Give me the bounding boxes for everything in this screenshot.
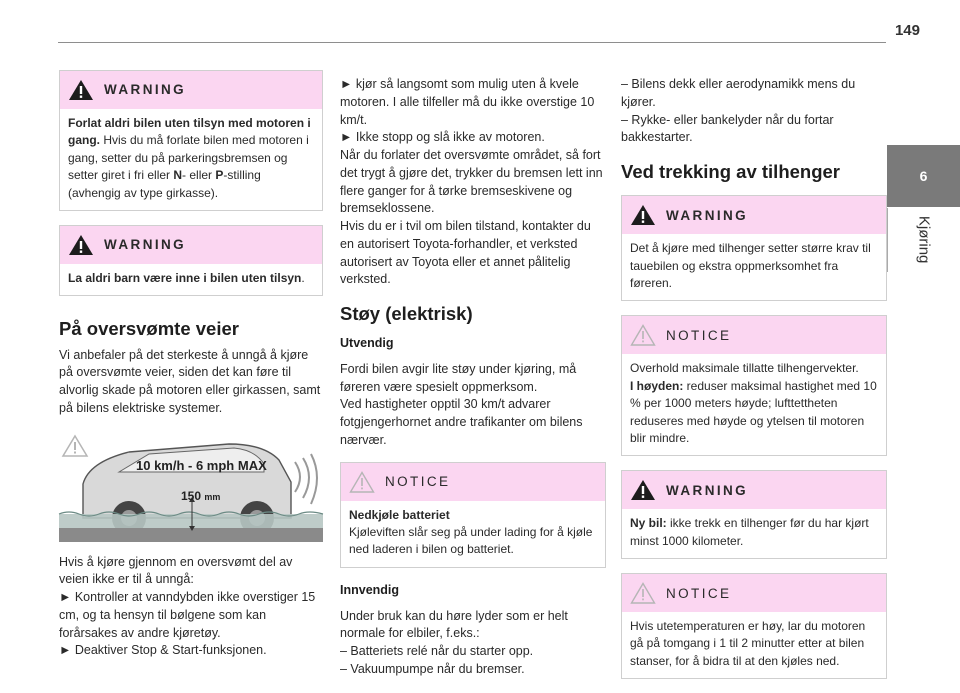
warning-text: -stilling (avhengig av type girkasse). xyxy=(68,168,261,200)
warning-icon xyxy=(68,79,94,101)
body-text: Fordi bilen avgir lite støy under kjøring, må føreren være spesielt oppmerksom. xyxy=(340,361,577,394)
warning-box xyxy=(59,225,323,296)
warning-box xyxy=(59,70,323,211)
subheading: Innvendig xyxy=(340,582,400,597)
notice-bold-text: I høyden: xyxy=(630,378,684,393)
section-heading: Støy (elektrisk) xyxy=(340,303,473,324)
warning-body xyxy=(622,509,886,558)
warning-body xyxy=(60,264,322,295)
list-item: – Rykke- eller bankelyder når du fortar bakkestarter. xyxy=(621,112,834,145)
warning-title: WARNING xyxy=(666,482,749,498)
body-text: Ved hastigheter opptil 30 km/t advarer fotgjengerhornet andre trafikanter om bilens nærvær. xyxy=(340,397,583,447)
list-item: – Vakuumpumpe når du bremser. xyxy=(340,661,525,676)
warning-body xyxy=(60,109,322,210)
notice-box xyxy=(340,462,606,568)
notice-text: reduser maksimal hastighet med 10 % per 1000 meters høyde; lufttettheten reduseres med høyde og ytelsen til motoren blir mindre. xyxy=(630,378,877,445)
warning-header xyxy=(622,471,886,509)
flooded-road-illustration xyxy=(59,432,323,542)
body-text: Vi anbefaler på det sterkeste å unngå å kjøre på oversvømte veier, siden det kan føre til alvorlig skade på motoren eller girkassen, samt på bilens elektriske systemer. xyxy=(59,347,321,415)
notice-icon xyxy=(349,471,375,493)
notice-header xyxy=(622,316,886,354)
bullet-item: ► Kontroller at vanndybden ikke overstiger 15 cm, og ta hensyn til bølgene som kan forårsakes av andre kjøretøy. xyxy=(59,590,316,640)
column-3 xyxy=(621,76,887,693)
chapter-label xyxy=(887,208,960,272)
column-2 xyxy=(340,76,606,679)
notice-box xyxy=(621,315,887,456)
notice-title: NOTICE xyxy=(385,474,451,490)
notice-box xyxy=(621,573,887,679)
depth-unit: mm xyxy=(204,491,221,502)
gear-p: P xyxy=(215,168,224,183)
warning-text: Hvis du må forlate bilen med motoren i gang, setter du på parkeringsbremsen og setter giret i fri eller xyxy=(68,133,309,183)
notice-text: Kjøleviften slår seg på under lading for å kjøle ned laderen i bilen og batteriet. xyxy=(349,525,593,557)
depth-value: 150 xyxy=(181,488,202,503)
bullet-item: ► kjør så langsomt som mulig uten å kvele motoren. I alle tilfeller må du ikke overstige 10 km/t. xyxy=(340,77,595,127)
warning-title: WARNING xyxy=(666,207,749,223)
warning-text: - eller xyxy=(182,168,216,183)
bullet-item: ► Deaktiver Stop & Start-funksjonen. xyxy=(59,643,267,658)
notice-header xyxy=(622,574,886,612)
gear-n: N xyxy=(173,168,183,183)
notice-bold-text: Nedkjøle batteriet xyxy=(349,507,450,522)
notice-text: Hvis utetemperaturen er høy, lar du motoren gå på tomgang i 1 til 2 minutter etter at bilen stanser, for å bidra til at den kjøles ned. xyxy=(630,619,866,668)
notice-body xyxy=(622,354,886,455)
warning-icon xyxy=(630,204,656,226)
notice-icon xyxy=(630,582,656,604)
body-text: Under bruk kan du høre lyder som er helt normale for elbiler, f.eks.: xyxy=(340,608,568,641)
notice-title: NOTICE xyxy=(666,585,732,601)
warning-body xyxy=(622,234,886,300)
body-text: Hvis å kjøre gjennom en oversvømt del av veien ikke er til å unngå: xyxy=(59,554,293,587)
notice-text: Overhold maksimale tillatte tilhengervekter. xyxy=(630,361,859,376)
warning-icon xyxy=(630,479,656,501)
body-text: Hvis du er i tvil om bilen tilstand, kontakter du en autorisert Toyota-forhandler, et verksted autorisert av Toyota eller et annet pålitelig verksted. xyxy=(340,219,591,287)
speed-limit-label: 10 km/h - 6 mph MAX xyxy=(136,457,267,473)
subheading: Utvendig xyxy=(340,336,394,351)
warning-bold-text: Forlat aldri bilen uten tilsyn med motoren i gang. xyxy=(68,116,311,148)
warning-title: WARNING xyxy=(104,237,187,253)
notice-title: NOTICE xyxy=(666,327,732,343)
warning-text: Det å kjøre med tilhenger setter større krav til tauebilen og ekstra oppmerksomhet fra føreren. xyxy=(630,241,871,290)
car-in-water-icon xyxy=(59,432,323,542)
section-heading: På oversvømte veier xyxy=(59,318,239,340)
chapter-label-text: Kjøring xyxy=(915,216,933,264)
warning-text: ikke trekk en tilhenger før du har kjørt minst 1000 kilometer. xyxy=(630,516,869,548)
warning-header xyxy=(622,196,886,234)
bullet-item: ► Ikke stopp og slå ikke av motoren. xyxy=(340,130,545,145)
warning-box xyxy=(621,470,887,559)
notice-header xyxy=(341,463,605,501)
section-heading: Ved trekking av tilhenger xyxy=(621,161,840,182)
warning-bold-text: Ny bil: xyxy=(630,516,667,531)
warning-icon xyxy=(68,234,94,256)
warning-header xyxy=(60,71,322,109)
warning-box xyxy=(621,195,887,301)
depth-label xyxy=(181,488,220,505)
chapter-tab[interactable]: 6 xyxy=(887,145,960,207)
warning-text: . xyxy=(301,270,305,285)
warning-title: WARNING xyxy=(104,82,187,98)
notice-body xyxy=(341,501,605,567)
warning-header xyxy=(60,226,322,264)
notice-body xyxy=(622,612,886,678)
page-number: 149 xyxy=(894,22,920,39)
column-1 xyxy=(59,70,323,660)
list-item: – Bilens dekk eller aerodynamikk mens du kjører. xyxy=(621,77,856,109)
header-divider xyxy=(58,42,886,43)
warning-bold-text: La aldri barn være inne i bilen uten tilsyn xyxy=(68,270,302,285)
body-text: Når du forlater det oversvømte området, så fort det trygt å gjøre det, trykker du bremsen lett inn flere ganger for å tørke bremseskivene og bremseklossene. xyxy=(340,148,603,216)
notice-icon xyxy=(630,324,656,346)
list-item: – Batteriets relé når du starter opp. xyxy=(340,644,534,659)
